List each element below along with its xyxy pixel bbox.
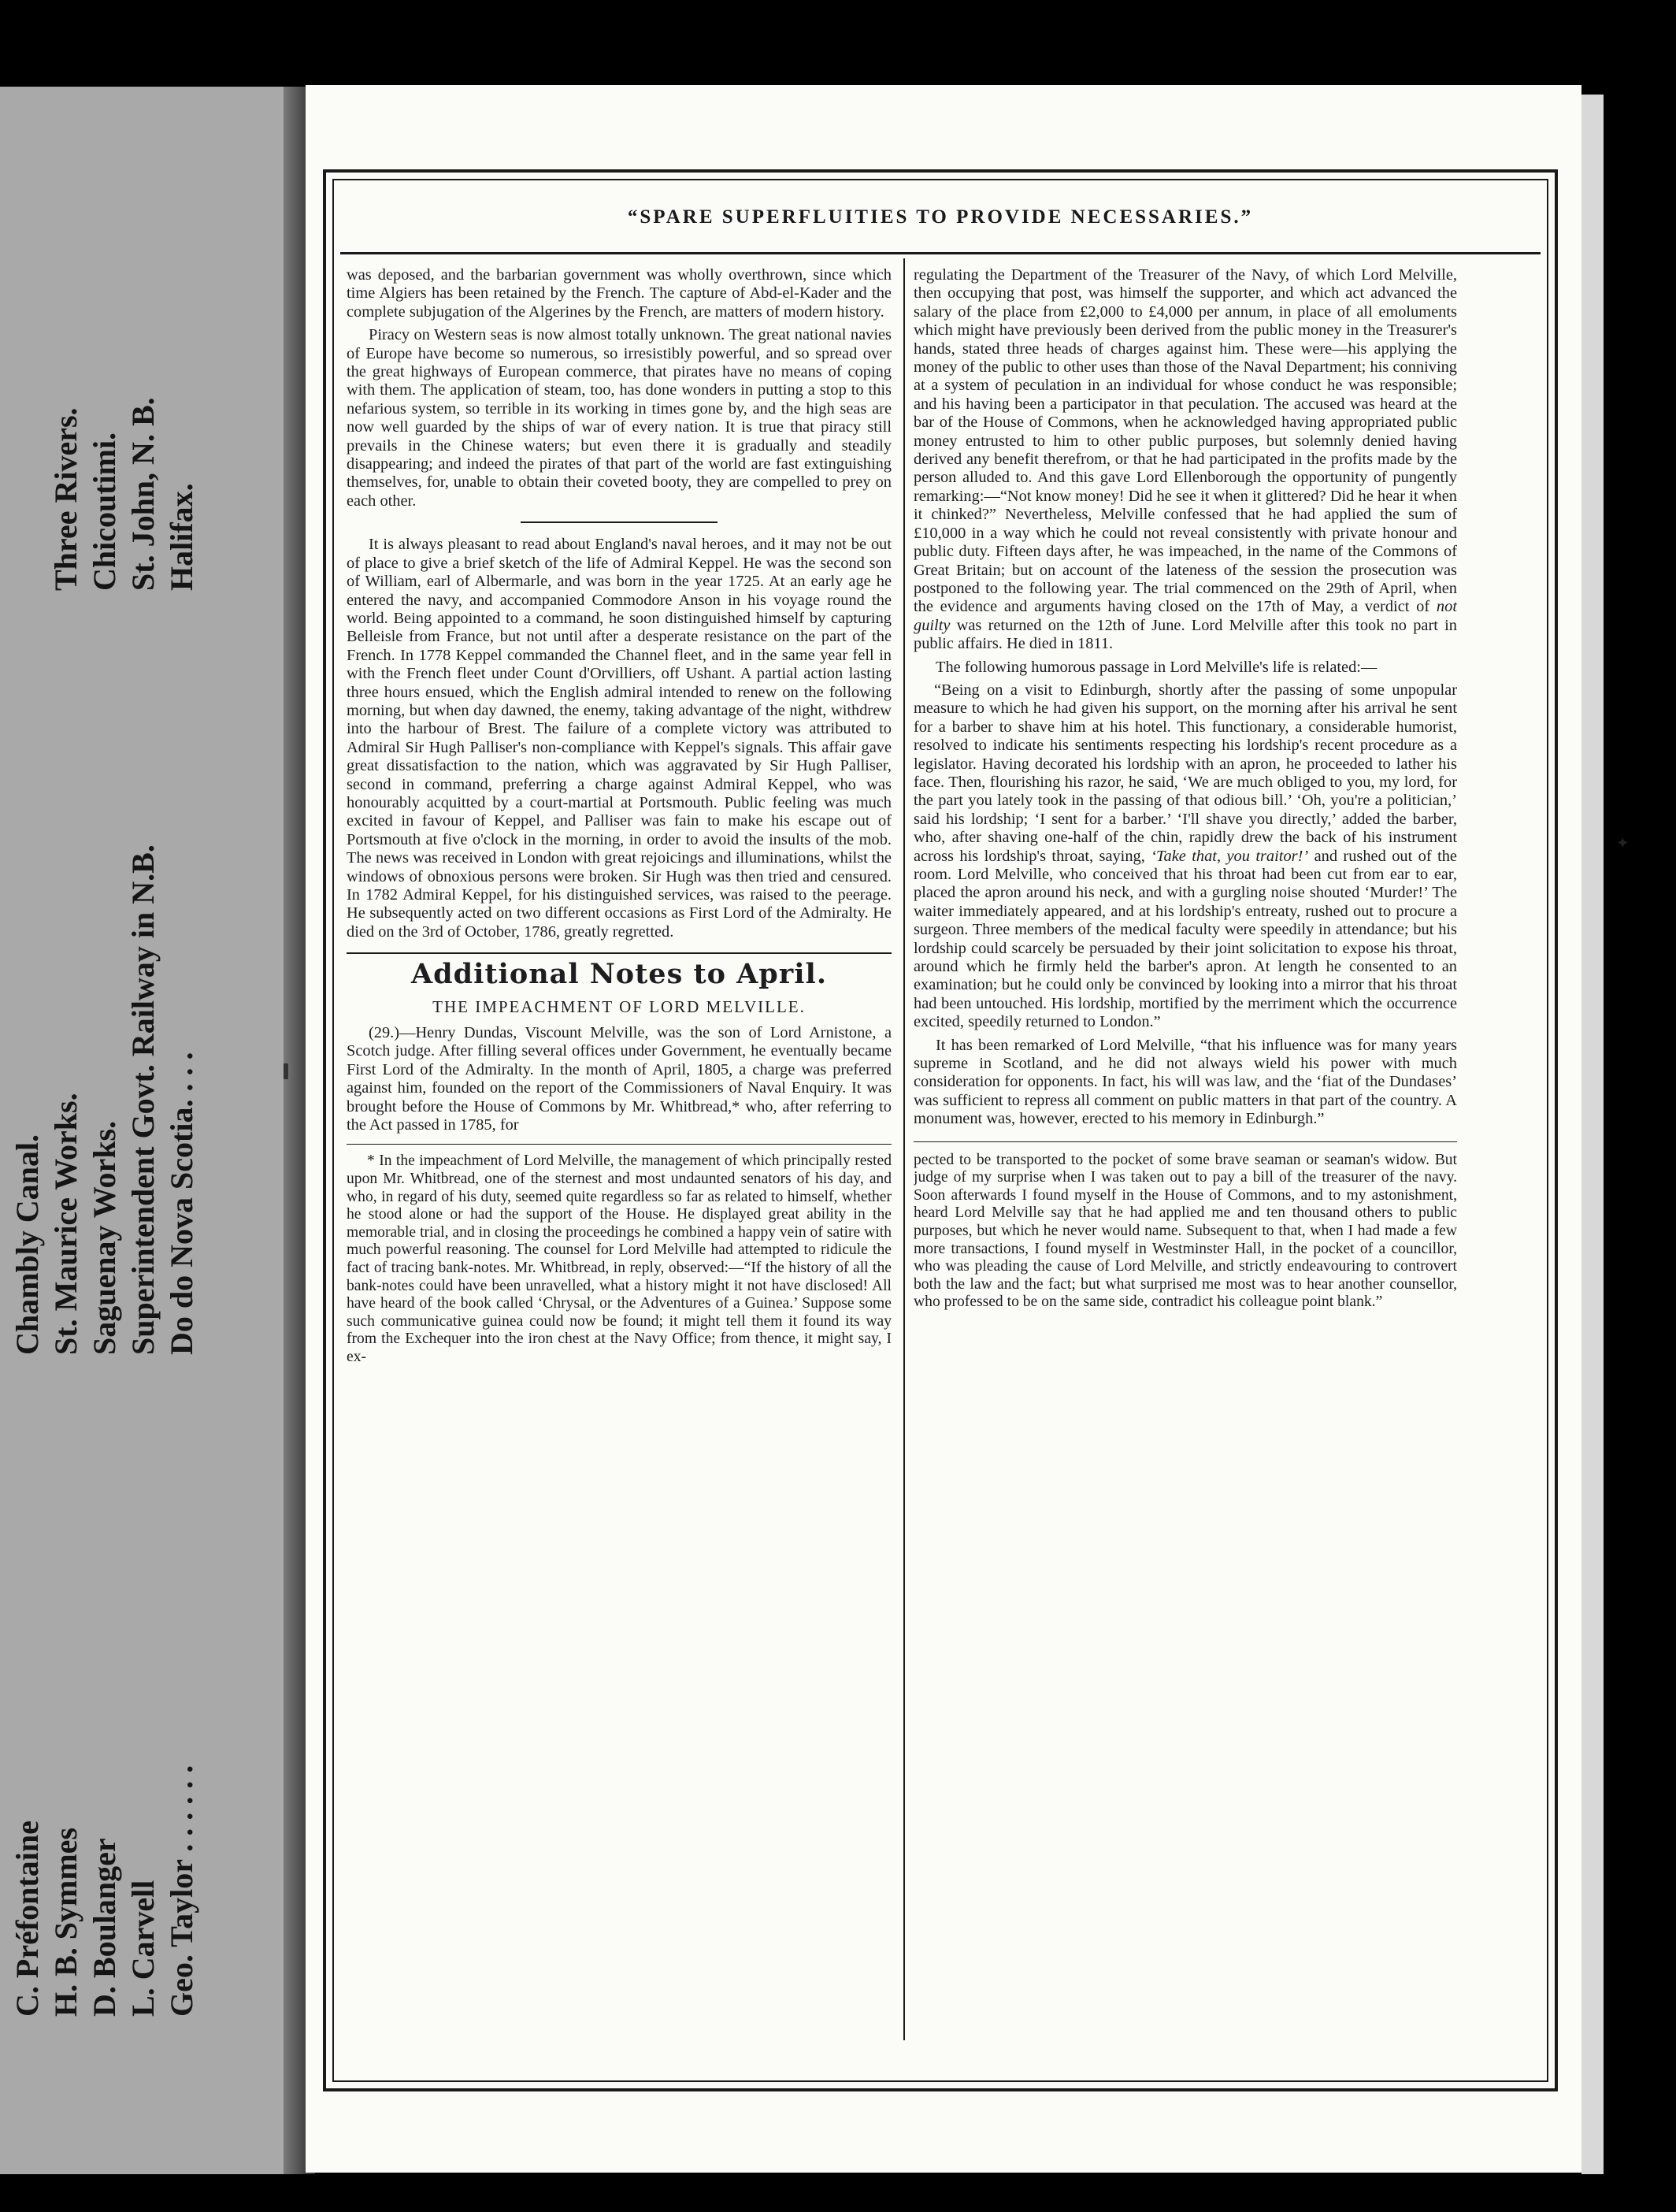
footnote-rule bbox=[914, 1141, 1457, 1142]
officer-place: Chicoutimi. bbox=[87, 432, 122, 591]
notes-heading: Additional Notes to April. bbox=[410, 958, 827, 991]
officer-role: Do do Nova Scotia. . . . bbox=[164, 1052, 199, 1355]
officer-place: Halifax. bbox=[164, 483, 199, 591]
rotated-officer-list bbox=[8, 126, 201, 2017]
list-row bbox=[46, 126, 85, 2017]
footnote-text: * In the impeachment of Lord Melville, the management of which principally rested upon Mr. Whitbread, one of the sternest and most undaunted senators of his day, and who, in regard of his duty, seemed quite regardless so far as related to himself, whether he stood alone or had the support of the House. He displayed great ability in the memorable trial, and in closing the proceedings he combined a happy vein of satire with much powerful reasoning. The counsel for Lord Melville had attempted to ridicule the fact of tracing bank-notes. Mr. Whitbread, in reply, observed:—“If the history of all the bank-notes could have been unravelled, what a history might it not have disclosed! All have heard of the book called ‘Chrysal, or the Adventures of a Guinea.’ Suppose some such communicative guinea could now be found; it might tell them it found its way from the Exchequer into the iron chest at the Navy Office; from thence, it might say, I ex- bbox=[347, 1152, 892, 1365]
scan-artifact bbox=[284, 1063, 288, 1079]
officer-role: Saguenay Works. bbox=[87, 1120, 122, 1355]
paragraph-text: was returned on the 12th of June. Lord Melville after this took no part in public affairs. He died in 1811. bbox=[914, 616, 1457, 653]
officer-name: L. Carvell bbox=[125, 1880, 161, 2017]
officer-place: St. John, N. B. bbox=[125, 397, 161, 591]
officer-role: Chambly Canal. bbox=[9, 1134, 45, 1355]
scan-artifact: ✦ bbox=[1616, 833, 1630, 852]
quote-paragraph bbox=[914, 681, 1457, 1032]
footnote-text: pected to be transported to the pocket of some brave seaman or seaman's widow. But judge of my surprise when I was taken out to pay a bill of the treasurer of the navy. Soon afterwards I found myself in the House of Commons, and to my astonishment, heard Lord Melville say that he had applied me and ten thousand others to public purposes, but which he never would name. Subsequent to that, when I had made a few more transactions, I found myself in Westminster Hall, in the pocket of a councillor, who was pleading the cause of Lord Melville, and strictly endeavouring to controvert both the law and the fact; but what surprised me most was to hear another counsellor, who professed to be on the same side, contradict his colleague point blank.” bbox=[914, 1151, 1457, 1311]
footnote-rule bbox=[347, 1144, 892, 1145]
officer-name: H. B. Symmes bbox=[48, 1828, 83, 2017]
paragraph: The following humorous passage in Lord Melville's life is related:— bbox=[936, 658, 1378, 676]
section-separator bbox=[521, 521, 717, 523]
list-row bbox=[8, 126, 46, 2017]
officer-name: Geo. Taylor . . . . . . bbox=[164, 1765, 199, 2017]
column-divider bbox=[903, 258, 905, 2040]
page-edge bbox=[1581, 95, 1604, 2174]
paragraph-text: and rushed out of the room. Lord Melville, who conceived that his throat had been cut from ear to ear, placed the apron around his neck, and with a gurgling noise shouted ‘Murder!’ The waiter immediately appeared, and at his lordship's entreaty, rushed out to procure a surgeon. Three members of the medical faculty were speedily in attendance; but his lordship could scarcely be persuaded by their joint solicitation to expose his throat, around which he firmly held the barber's apron. At length he consented to an examination; but he could only be convinced by looking into a mirror that his throat had been untouched. His lordship, mortified by the merriment which the occurrence excited, speedily returned to London.” bbox=[914, 847, 1457, 1031]
officer-role: St. Maurice Works. bbox=[48, 1093, 83, 1355]
paragraph: Piracy on Western seas is now almost totally unknown. The great national navies of Europe have become so numerous, so irresistibly powerful, and so spread over the great highways of European commerce, that pirates have no means of coping with them. The application of steam, too, has done wonders in putting a stop to this nefarious system, so terrible in its working in times gone by, and the high seas are now well guarded by the ships of war of every nation. It is true that piracy still prevails in the Chinese waters; but even there it is gradually and steadily disappearing; and indeed the pirates of that part of the world are fast extinguishing themselves, for, unable to obtain their coveted booty, they are compelled to prey on each other. bbox=[347, 326, 892, 510]
paragraph: was deposed, and the barbarian government was wholly overthrown, since which time Algiers has been retained by the French. The capture of Abd-el-Kader and the complete subjugation of the Algerines by the French, are matters of modern history. bbox=[347, 266, 892, 321]
italic-text: not guilty bbox=[914, 598, 1457, 634]
footnote bbox=[347, 1152, 892, 1366]
officer-role: Superintendent Govt. Railway in N.B. bbox=[125, 844, 161, 1355]
officer-name: C. Préfontaine bbox=[9, 1820, 45, 2017]
left-column bbox=[347, 266, 892, 2039]
paragraph: It is always pleasant to read about England's naval heroes, and it may not be out of place to give a brief sketch of the life of Admiral Keppel. He was the second son of William, earl of Albermarle, and was born in the year 1725. At an early age he entered the navy, and accompanied Commodore Anson in his voyage round the world. Being appointed to a command, he soon distinguished himself by capturing Belleisle from France, but not until after a desperate resistance on the part of the French. In 1778 Keppel commanded the Channel fleet, and in the same year fell in with the French fleet under Count d'Orvilliers, off Ushant. A partial action lasting three hours ensued, which the English admiral intended to renew on the following morning, but when day dawned, the enemy, taking advantage of the night, withdrew into the harbour of Brest. The failure of a complete victory was attributed to Admiral Sir Hugh Palliser's non-compliance with Keppel's signals. This affair gave great dissatisfaction to the nation, which was aggravated by Sir Hugh Palliser, second in command, preferring a charge against Admiral Keppel, who was honourably acquitted by a court-martial at Portsmouth. Public feeling was much excited in favour of Keppel, and Palliser was fain to make his escape out of Portsmouth at five o'clock in the morning, in order to avoid the insults of the mob. The news was received in London with great rejoicings and illuminations, whilst the windows of obnoxious persons were broken. Sir Hugh was then tried and censured. In 1782 Admiral Keppel, for his distinguished services, was raised to the peerage. He subsequently acted on two different occasions as First Lord of the Admiralty. He died on the 3rd of October, 1786, greatly regretted. bbox=[347, 536, 892, 941]
paragraph-text: regulating the Department of the Treasurer of the Navy, of which Lord Melville, then occupying that post, was himself the supporter, and which act advanced the salary of the place from £2,000 to £4,000 per annum, in place of all emoluments which might have previously been derived from the public money in the Treasurer's hands, stated three heads of charges against him. These were—his applying the money of the public to other uses than those of the Naval Department; his conniving at a system of peculation in an individual for whose conduct he was responsible; and his having been a participator in that peculation. The accused was heard at the bar of the House of Commons, when he acknowledged having appropriated public money entrusted to him to other public purposes, but solemnly denied having derived any benefit therefrom, or that he had participated in the profits made by the person alluded to. And this gave Lord Ellenborough the opportunity of pungently remarking:—“Not know money! Did he see it when it glittered? Did he hear it when it chinked?” Nevertheless, Melville confessed that he had applied the sum of £10,000 in a way which he could not reveal consistently with private honour and public duty. Fifteen days after, he was impeached, in the name of the Commons of Great Britain; but on account of the lateness of the session the prosecution was postponed to the following year. The trial commenced on the 29th of April, when the evidence and arguments having closed on the 17th of May, a verdict of bbox=[914, 266, 1457, 616]
paragraph-text: “Being on a visit to Edinburgh, shortly after the passing of some unpopular measure to which he had given his support, on the morning after his arrival he sent for a barber to shave him at his hotel. This functionary, a considerable humorist, resolved to indicate his sentiments respecting his lordship's recent procedure as a legislator. Having decorated his lordship with an apron, he proceeded to lather his face. Then, flourishing his razor, he said, ‘We are much obliged to you, my lord, for the part you lately took in the passing of that odious bill.’ ‘Oh, you're a politician,’ said his lordship; ‘I sent for a barber.’ ‘I'll shave you directly,’ added the barber, who, after shaving one-half of the chin, rapidly drew the back of his instrument across his lordship's throat, saying, bbox=[914, 681, 1457, 865]
running-head: “SPARE SUPERFLUITIES TO PROVIDE NECESSARIES.” bbox=[627, 206, 1254, 228]
officer-name: D. Boulanger bbox=[87, 1838, 122, 2017]
officer-place: Three Rivers. bbox=[48, 407, 83, 591]
paragraph: It has been remarked of Lord Melville, “that his influence was for many years supreme in Scotland, and he did not always wield his power with much consideration for opponents. In fact, his will was law, and the ‘fiat of the Dundases’ was sufficient to repress all comment on public matters in that part of the country. A monument was, however, erected to his memory in Edinburgh.” bbox=[914, 1036, 1457, 1128]
list-row bbox=[162, 126, 201, 2017]
list-row bbox=[85, 126, 124, 2017]
italic-text: ‘Take that, you traitor!’ bbox=[1151, 847, 1309, 865]
article-heading: THE IMPEACHMENT OF LORD MELVILLE. bbox=[432, 997, 806, 1016]
right-column bbox=[914, 266, 1457, 2039]
paragraph: (29.)—Henry Dundas, Viscount Melville, was the son of Lord Arnistone, a Scotch judge. After filling several offices under Government, he eventually became First Lord of the Admiralty. In the month of April, 1805, a charge was preferred against him, founded on the report of the Commissioners of Naval Enquiry. It was brought before the House of Commons by Mr. Whitbread,* who, after referring to the Act passed in 1785, for bbox=[347, 1024, 892, 1134]
section-rule bbox=[347, 952, 892, 954]
header-rule bbox=[340, 252, 1541, 254]
paragraph bbox=[914, 266, 1457, 654]
list-row bbox=[124, 126, 162, 2017]
footnote-continuation bbox=[914, 1152, 1457, 1312]
